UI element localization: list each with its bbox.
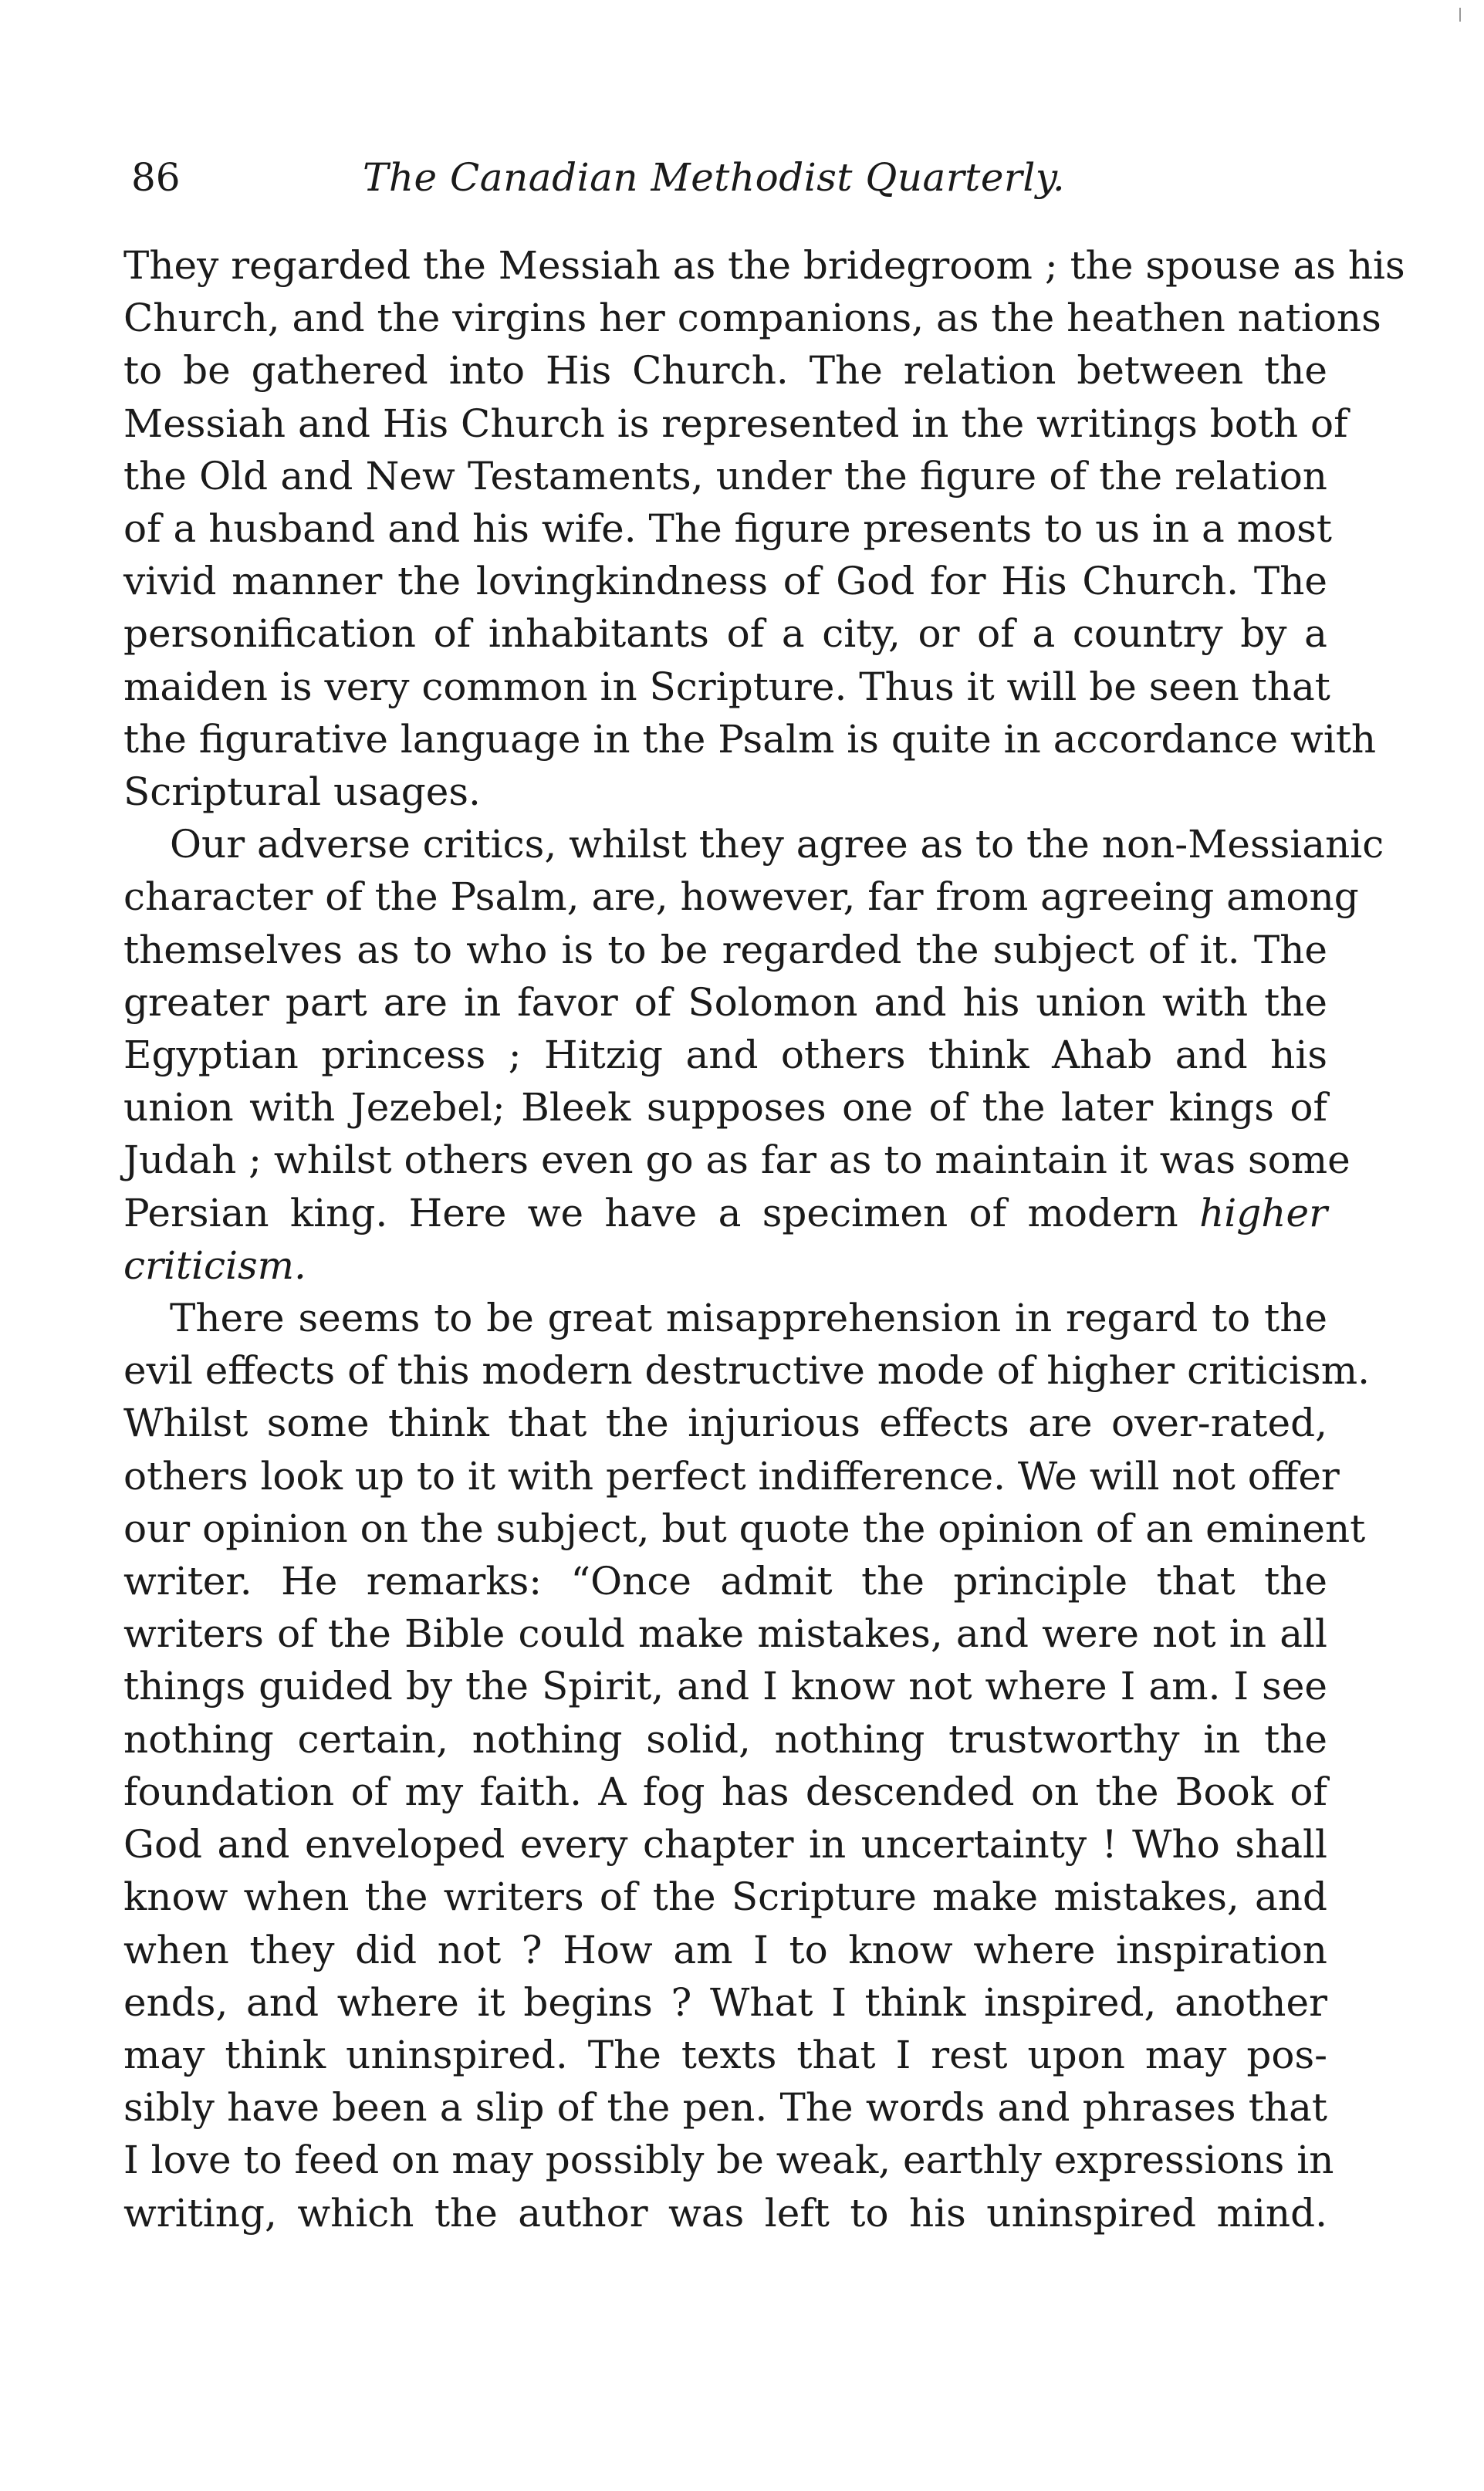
running-title: The Canadian Methodist Quarterly. — [363, 155, 1066, 200]
page-number: 86 — [131, 155, 181, 200]
body-text — [123, 239, 1405, 2239]
text-line: the figurative language in the Psalm is quite in accordance with — [123, 716, 1377, 762]
page-header — [123, 154, 1327, 239]
text-line: writer. He remarks: “Once admit the principle that the — [123, 1559, 1327, 1604]
text-line: Whilst some think that the injurious effects are over-rated, — [123, 1401, 1327, 1446]
text-line: There seems to be great misapprehension in regard to the — [170, 1296, 1327, 1341]
text-line: Our adverse critics, whilst they agree as to the non-Messianic — [170, 822, 1384, 867]
text-line: themselves as to who is to be regarded the subject of it. The — [123, 927, 1327, 972]
text-line: Church, and the virgins her companions, as the heathen nations — [123, 296, 1381, 341]
italic-text: criticism. — [123, 1242, 306, 1288]
text-line: writing, which the author was left to his uninspired mind. — [123, 2190, 1327, 2236]
text-line: the Old and New Testaments, under the figure of the relation — [123, 453, 1327, 499]
text-line-italic — [123, 1239, 1327, 1292]
text-line: maiden is very common in Scripture. Thus it will be seen that — [123, 664, 1330, 709]
text-line: when they did not ? How am I to know where inspiration — [123, 1927, 1327, 1972]
italic-text: higher — [1199, 1190, 1327, 1235]
text-line-mixed — [123, 1187, 1327, 1239]
text-line: greater part are in favor of Solomon and his union with the — [123, 979, 1327, 1025]
text-line: God and enveloped every chapter in uncertainty ! Who shall — [123, 1822, 1327, 1867]
paragraph-1 — [123, 239, 1405, 818]
text-line: may think uninspired. The texts that I rest upon may pos- — [123, 2032, 1327, 2077]
text-line: sibly have been a slip of the pen. The words and phrases that — [123, 2085, 1327, 2131]
text-line: foundation of my faith. A fog has descended on the Book of — [123, 1769, 1327, 1814]
page — [123, 154, 1405, 2239]
text-line: of a husband and his wife. The figure presents to us in a most — [123, 506, 1332, 552]
text-line: Messiah and His Church is represented in the writings both of — [123, 401, 1348, 446]
text-line: ends, and where it begins ? What I think inspired, another — [123, 1979, 1327, 2025]
text-line: Egyptian princess ; Hitzig and others think Ahab and his — [123, 1033, 1327, 1078]
text-line: writers of the Bible could make mistakes, and were not in all — [123, 1611, 1327, 1657]
paragraph-2 — [123, 818, 1384, 1292]
text-line: I love to feed on may possibly be weak, earthly expressions in — [123, 2138, 1334, 2183]
margin-mark — [1459, 8, 1461, 22]
text-line: union with Jezebel; Bleek supposes one of the later kings of — [123, 1085, 1327, 1131]
text-line: nothing certain, nothing solid, nothing trustworthy in the — [123, 1716, 1327, 1762]
text-line: evil effects of this modern destructive mode of higher criticism. — [123, 1348, 1371, 1394]
text-line: They regarded the Messiah as the bridegroom ; the spouse as his — [123, 243, 1405, 288]
text-line: character of the Psalm, are, however, far from agreeing among — [123, 874, 1359, 920]
text-line: others look up to it with perfect indifference. We will not offer — [123, 1453, 1340, 1499]
text-line: our opinion on the subject, but quote the opinion of an eminent — [123, 1506, 1366, 1551]
text-line: to be gathered into His Church. The relation between the — [123, 348, 1327, 394]
text-segment: Persian king. Here we have a specimen of modern — [123, 1190, 1178, 1235]
paragraph-3 — [123, 1292, 1371, 2239]
text-line: Scriptural usages. — [123, 769, 481, 815]
text-line: know when the writers of the Scripture make mistakes, and — [123, 1874, 1327, 1920]
text-line: personification of inhabitants of a city, or of a country by a — [123, 611, 1327, 657]
text-line: Judah ; whilst others even go as far as to maintain it was some — [123, 1137, 1350, 1183]
text-line: vivid manner the lovingkindness of God for His Church. The — [123, 559, 1327, 604]
text-line: things guided by the Spirit, and I know not where I am. I see — [123, 1664, 1327, 1709]
